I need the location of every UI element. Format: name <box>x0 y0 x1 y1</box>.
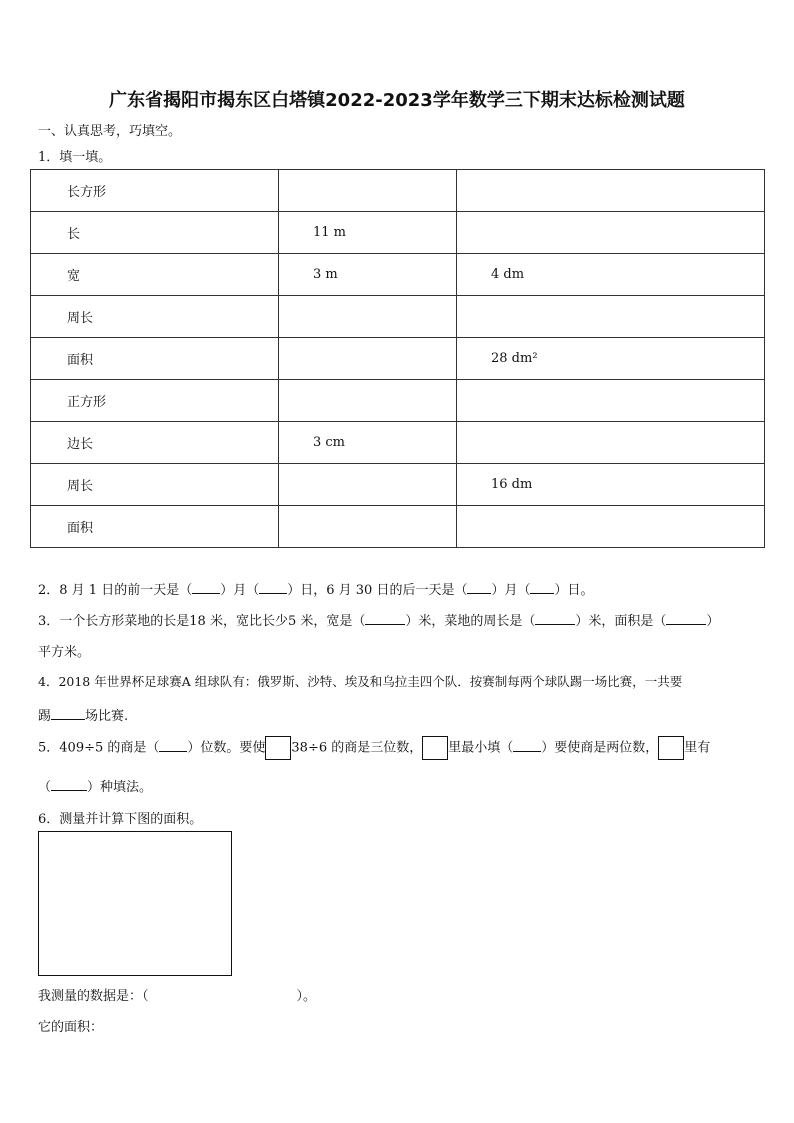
measure-rectangle <box>38 831 232 976</box>
table-cell[interactable] <box>279 338 457 380</box>
q2-blank-4[interactable] <box>530 581 554 594</box>
table-cell[interactable] <box>279 464 457 506</box>
table-cell: 长方形 <box>31 170 279 212</box>
table-cell: 正方形 <box>31 380 279 422</box>
table-cell: 周长 <box>31 296 279 338</box>
q5-box-2[interactable] <box>422 736 448 760</box>
q2-blank-2[interactable] <box>259 581 287 594</box>
table-cell[interactable] <box>279 506 457 548</box>
table-cell: 3 cm <box>279 422 457 464</box>
question-2 <box>38 579 593 598</box>
question-1-label: 1．填一填。 <box>38 150 112 165</box>
q3-text-b: ）米，菜地的周长是（ <box>405 614 536 629</box>
section-heading: 一、认真思考，巧填空。 <box>38 124 182 139</box>
question-3 <box>38 610 719 629</box>
fill-table <box>30 169 765 548</box>
table-row <box>31 212 765 254</box>
q4-text-a: 踢 <box>38 709 52 724</box>
table-row <box>31 170 765 212</box>
measure-text-a: 我测量的数据是：（ <box>38 989 149 1004</box>
table-cell: 3 m <box>279 254 457 296</box>
q3-blank-2[interactable] <box>535 612 575 625</box>
q5-text-b: ）位数。要使 <box>187 740 266 756</box>
measure-line <box>38 985 316 1004</box>
q5-blank-1[interactable] <box>159 739 187 752</box>
table-cell: 宽 <box>31 254 279 296</box>
table-cell: 边长 <box>31 422 279 464</box>
table-row <box>31 422 765 464</box>
table-cell: 面积 <box>31 506 279 548</box>
table-cell[interactable] <box>457 212 765 254</box>
table-cell[interactable] <box>457 506 765 548</box>
table-cell[interactable] <box>279 170 457 212</box>
question-3-line-2: 平方米。 <box>38 645 91 660</box>
q5-box-3[interactable] <box>658 736 684 760</box>
q5-text-e: ）要使商是两位数， <box>541 740 659 756</box>
table-row <box>31 296 765 338</box>
table-cell: 长 <box>31 212 279 254</box>
table-cell[interactable] <box>457 380 765 422</box>
q3-text-c: ）米，面积是（ <box>575 614 667 629</box>
table-cell: 周长 <box>31 464 279 506</box>
measure-text-b: ）。 <box>296 989 317 1004</box>
table-cell[interactable] <box>279 296 457 338</box>
question-6-label: 6．测量并计算下图的面积。 <box>38 812 203 827</box>
q5-text-h: ）种填法。 <box>87 780 153 795</box>
q4-blank[interactable] <box>51 707 85 720</box>
q3-blank-3[interactable] <box>666 612 706 625</box>
question-4-line-1: 4．2018 年世界杯足球赛A 组球队有：俄罗斯、沙特、埃及和乌拉圭四个队．按赛制每两个球队踢一场比赛，一共要 <box>38 674 683 689</box>
q5-text-f: 里有 <box>684 740 711 756</box>
q3-text-a: 3．一个长方形菜地的长是18 米，宽比长少5 米，宽是（ <box>38 614 366 629</box>
q5-text-g: （ <box>38 780 52 795</box>
table-cell: 面积 <box>31 338 279 380</box>
q5-text-d: 里最小填（ <box>448 740 514 756</box>
q5-text-a: 5．409÷5 的商是（ <box>38 740 160 756</box>
table-cell: 16 dm <box>457 464 765 506</box>
q5-blank-3[interactable] <box>51 778 87 791</box>
area-line: 它的面积： <box>38 1020 104 1035</box>
q5-box-1[interactable] <box>265 736 291 760</box>
page-title: 广东省揭阳市揭东区白塔镇2022-2023学年数学三下期末达标检测试题 <box>109 90 685 111</box>
table-row <box>31 506 765 548</box>
q2-text-b: ）月（ <box>220 583 260 598</box>
table-row <box>31 254 765 296</box>
table-row <box>31 464 765 506</box>
table-row <box>31 338 765 380</box>
q2-blank-3[interactable] <box>467 581 491 594</box>
q3-blank-1[interactable] <box>365 612 405 625</box>
q4-text-b: 场比赛. <box>85 709 129 724</box>
q2-text-c: ）日，6 月 30 日的后一天是（ <box>287 583 468 598</box>
question-4-line-2 <box>38 705 128 724</box>
table-cell: 11 m <box>279 212 457 254</box>
q2-text-d: ）月（ <box>491 583 531 598</box>
question-5 <box>38 736 710 761</box>
q5-blank-2[interactable] <box>513 739 541 752</box>
question-5-line-2 <box>38 776 152 795</box>
q5-text-c: 38÷6 的商是三位数， <box>291 740 423 756</box>
table-cell[interactable] <box>457 296 765 338</box>
table-cell[interactable] <box>279 380 457 422</box>
table-cell: 4 dm <box>457 254 765 296</box>
q2-text-e: ）日。 <box>554 583 594 598</box>
q3-text-d: ） <box>706 614 720 629</box>
table-row <box>31 380 765 422</box>
table-cell[interactable] <box>457 422 765 464</box>
q2-blank-1[interactable] <box>192 581 220 594</box>
q2-text-a: 2．8 月 1 日的前一天是（ <box>38 583 193 598</box>
table-cell[interactable] <box>457 170 765 212</box>
table-cell: 28 dm² <box>457 338 765 380</box>
